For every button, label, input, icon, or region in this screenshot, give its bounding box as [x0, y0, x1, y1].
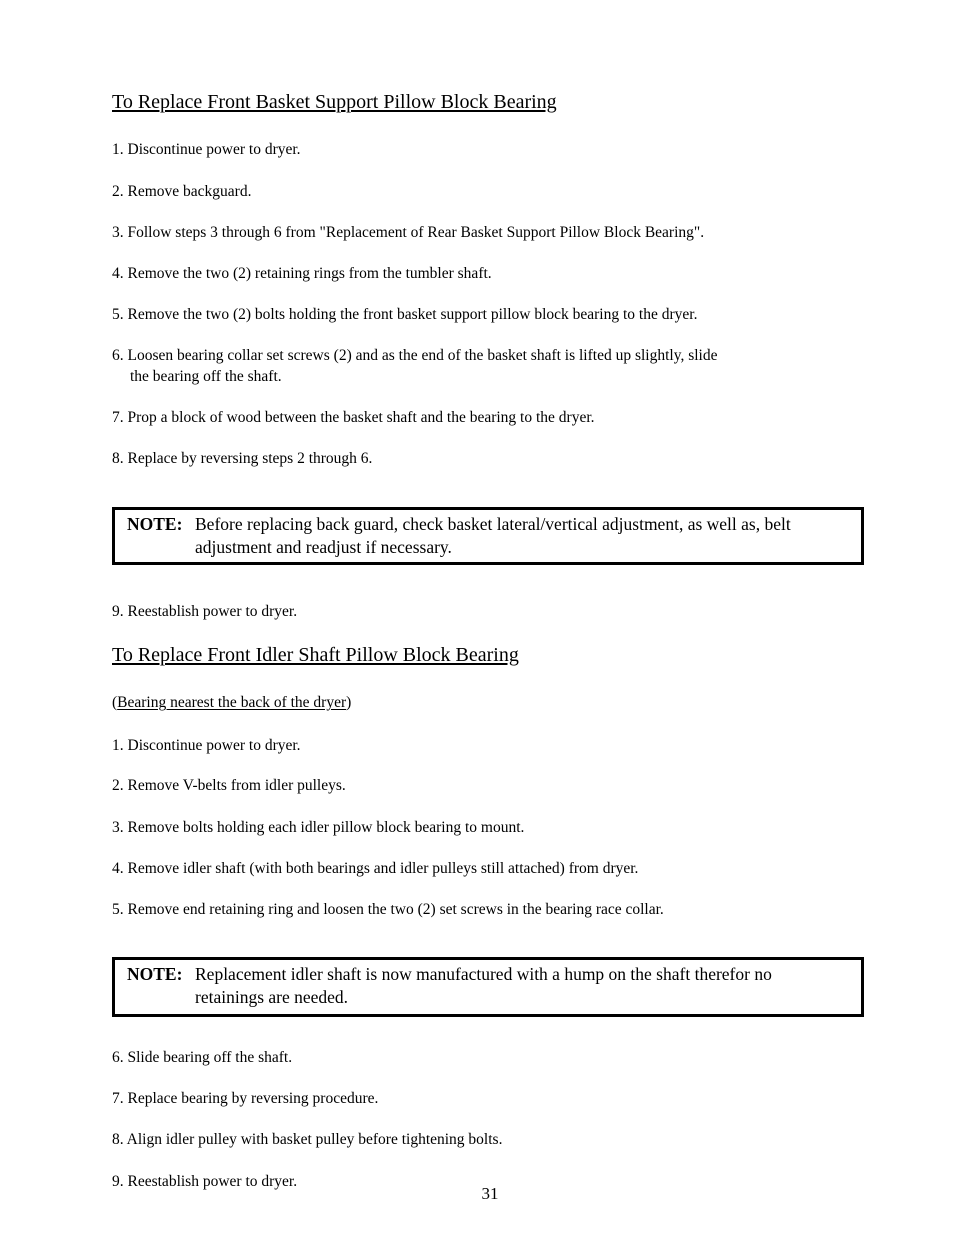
idler-step-5: 5. Remove end retaining ring and loosen the two (2) set screws in the bearing race collar.	[112, 901, 664, 918]
idler-step-2: 2. Remove V-belts from idler pulleys.	[112, 777, 346, 794]
note-line2: retainings are needed.	[195, 987, 349, 1007]
subheading	[112, 694, 351, 712]
idler-step-8: 8. Align idler pulley with basket pulley before tightening bolts.	[112, 1131, 503, 1148]
paren-close: )	[346, 694, 352, 711]
note-box-back-guard	[112, 507, 864, 565]
section-heading-front-basket-bearing: To Replace Front Basket Support Pillow Block Bearing	[112, 91, 557, 113]
idler-step-7: 7. Replace bearing by reversing procedure.	[112, 1090, 379, 1107]
note-text	[195, 513, 851, 559]
idler-step-1: 1. Discontinue power to dryer.	[112, 737, 301, 754]
step-4: 4. Remove the two (2) retaining rings from the tumbler shaft.	[112, 265, 492, 282]
subheading-text: Bearing nearest the back of the dryer	[117, 694, 347, 711]
step-6-continuation: the bearing off the shaft.	[130, 368, 282, 385]
idler-step-9: 9. Reestablish power to dryer.	[112, 1173, 298, 1190]
step-3: 3. Follow steps 3 through 6 from "Replacement of Rear Basket Support Pillow Block Bearing".	[112, 224, 705, 241]
step-2: 2. Remove backguard.	[112, 183, 252, 200]
note-text	[195, 963, 851, 1009]
note-line1: Before replacing back guard, check basket lateral/vertical adjustment, as well as, belt	[195, 514, 791, 534]
idler-step-3: 3. Remove bolts holding each idler pillow block bearing to mount.	[112, 819, 525, 836]
note-label: NOTE:	[127, 514, 183, 534]
note-box-idler-shaft	[112, 957, 864, 1017]
step-6	[112, 345, 718, 387]
step-8: 8. Replace by reversing steps 2 through 6.	[112, 450, 373, 467]
step-1: 1. Discontinue power to dryer.	[112, 141, 301, 158]
idler-step-6: 6. Slide bearing off the shaft.	[112, 1049, 293, 1066]
page-number: 31	[481, 1184, 499, 1203]
paren-open: (	[112, 694, 118, 711]
step-5: 5. Remove the two (2) bolts holding the front basket support pillow block bearing to the dryer.	[112, 306, 698, 323]
idler-step-4: 4. Remove idler shaft (with both bearings and idler pulleys still attached) from dryer.	[112, 860, 639, 877]
step-7: 7. Prop a block of wood between the basket shaft and the bearing to the dryer.	[112, 409, 595, 426]
note-line1: Replacement idler shaft is now manufactured with a hump on the shaft therefor no	[195, 964, 772, 984]
note-label: NOTE:	[127, 964, 183, 984]
section-heading-front-idler-bearing: To Replace Front Idler Shaft Pillow Block Bearing	[112, 644, 519, 666]
note-line2: adjustment and readjust if necessary.	[195, 537, 452, 557]
step-6-line1: 6. Loosen bearing collar set screws (2) and as the end of the basket shaft is lifted up slightly, slide	[112, 347, 718, 364]
step-9: 9. Reestablish power to dryer.	[112, 603, 298, 620]
